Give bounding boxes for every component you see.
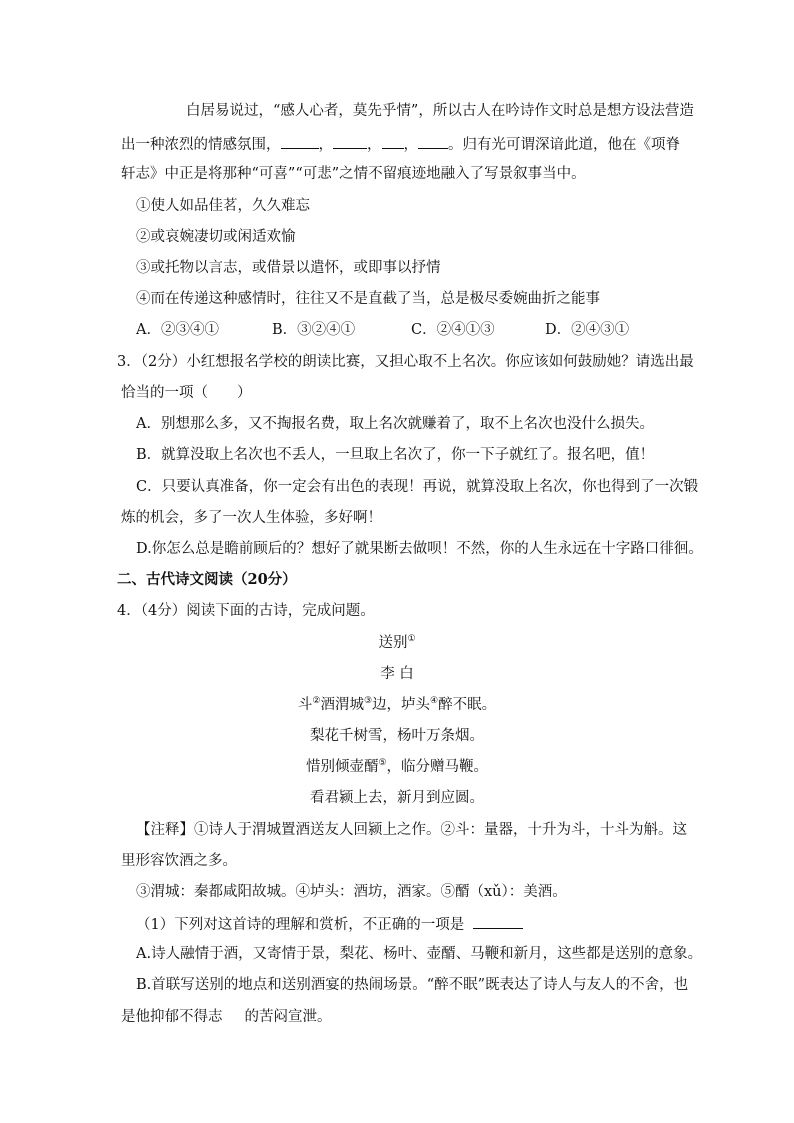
q2-item-3: ③或托物以言志，或借景以遣怀，或即事以抒情 — [136, 260, 441, 276]
q3-stem-line2: 恰当的一项（ ） — [121, 385, 252, 401]
answer-blank — [333, 133, 367, 149]
q3-option-a[interactable]: A．别想那么多，又不掏报名费，取上名次就赚着了，取不上名次也没什么损失。 — [136, 416, 654, 432]
poem-line-1: 斗②酒渭城③边，垆头④醉不眠。 — [297, 696, 497, 713]
q3-option-c-line2[interactable]: 炼的机会，多了一次人生体验，多好啊！ — [121, 510, 382, 526]
answer-blank — [281, 133, 319, 149]
notes-line1: 【注释】①诗人于渭城置酒送友人回颍上之作。②斗：量器，十升为斗，十斗为斛。这 — [136, 822, 687, 838]
q3-option-c-line1[interactable]: C．只要认真准备，你一定会有出色的表现！再说，就算没取上名次，你也得到了一次锻 — [136, 479, 699, 495]
q4-stem: 4．（4分）阅读下面的古诗，完成问题。 — [117, 603, 375, 619]
notes-line3: ③渭城：秦都咸阳故城。④垆头：酒坊，酒家。⑤醑（xǔ）：美酒。 — [136, 884, 567, 900]
poem-title: 送别① — [378, 634, 416, 651]
answer-blank — [473, 913, 523, 929]
answer-blank — [382, 133, 404, 149]
q3-option-d[interactable]: D.你怎么总是瞻前顾后的？想好了就果断去做呗！不然，你的人生永远在十字路口徘徊。 — [136, 541, 703, 557]
notes-line2: 里形容饮酒之多。 — [121, 853, 237, 869]
q4-sub1-stem: （1）下列对这首诗的理解和赏析，不正确的一项是 — [136, 913, 523, 935]
q3-option-b[interactable]: B．就算没取上名次也不丢人，一旦取上名次了，你一下子就红了。报名吧，值！ — [136, 447, 655, 463]
q2-option-d[interactable]: D．②④③① — [545, 322, 630, 338]
q4-sub1-option-a[interactable]: A.诗人融情于酒，又寄情于景，梨花、杨叶、壶醑、马鞭和新月，这些都是送别的意象。 — [136, 946, 703, 962]
q2-paragraph-line1 — [186, 101, 694, 121]
q2-paragraph-line3 — [121, 164, 586, 184]
q2-paragraph-text: 出一种浓烈的情感氛围， — [121, 137, 281, 153]
q2-option-a[interactable]: A．②③④① — [136, 322, 219, 338]
q2-item-4: ④而在传递这种感情时，往往又不是直截了当，总是极尽委婉曲折之能事 — [136, 291, 600, 307]
q2-item-2: ②或哀婉凄切或闲适欢愉 — [136, 229, 296, 245]
q2-option-b[interactable]: B．③②④① — [272, 322, 356, 338]
poem-line-3: 惜别倾壶醑⑤，临分赠马鞭。 — [305, 758, 489, 775]
poem-line-4: 看君颍上去，新月到应圆。 — [310, 790, 484, 806]
q2-paragraph-line2: 出一种浓烈的情感氛围， ， ， ， 。归有光可谓深谙此道，他在《项脊 — [121, 133, 680, 155]
answer-blank — [418, 133, 448, 149]
poem-line-2: 梨花千树雪，杨叶万条烟。 — [310, 728, 484, 744]
footnote-mark: ② — [312, 696, 321, 707]
footnote-mark: ④ — [430, 696, 439, 707]
footnote-mark: ③ — [363, 696, 373, 707]
q2-option-c[interactable]: C．②④①③ — [411, 322, 495, 338]
q4-sub1-option-b-line1[interactable]: B.首联写送别的地点和送别酒宴的热闹场景。“醉不眠”既表达了诗人与友人的不舍，也 — [136, 977, 689, 993]
footnote-mark: ⑤ — [378, 758, 387, 769]
section-heading: 二、古代诗文阅读（20分） — [117, 571, 297, 588]
q3-stem-line1: 3．（2分）小红想报名学校的朗读比赛，又担心取不上名次。你应该如何鼓励她？请选出最 — [117, 354, 694, 370]
q2-options — [136, 320, 629, 340]
q2-paragraph-text: 轩志》中正是将那种“可喜”“可悲”之情不留痕迹地融入了写景叙事当中。 — [121, 166, 586, 182]
footnote-mark: ① — [407, 634, 416, 645]
poem-author: 李 白 — [380, 666, 414, 682]
q4-sub1-option-b-line2[interactable]: 是他抑郁不得志 的苦闷宣泄。 — [121, 1009, 332, 1025]
q2-paragraph-text: 白居易说过，“感人心者，莫先乎情”，所以古人在吟诗作文时总是想方设法营造 — [186, 103, 694, 119]
q2-item-1: ①使人如品佳茗，久久难忘 — [136, 198, 310, 214]
q2-paragraph-text: 归有光可谓深谙此道，他在《项脊 — [462, 137, 680, 153]
